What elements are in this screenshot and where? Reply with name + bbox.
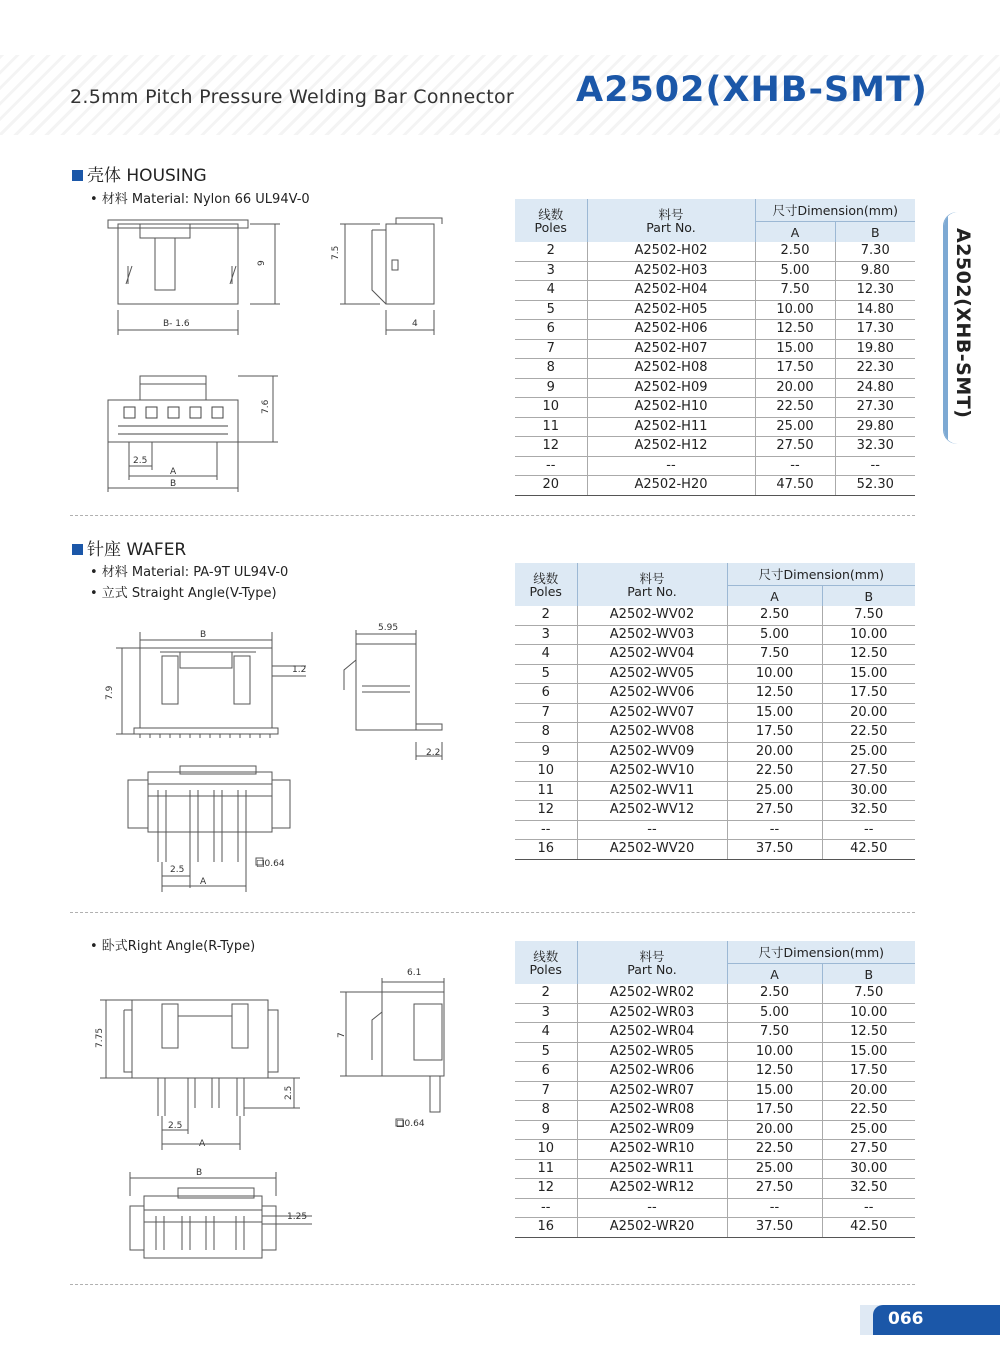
cell-dim-a: 10.00 [727,1042,822,1062]
cell-dim-b: 22.30 [835,359,915,379]
cell-part-no: A2502-WR11 [577,1159,727,1179]
cell-part-no: A2502-H02 [587,242,755,261]
section-marker-icon [72,544,83,555]
dim-0-64: □0.64 [396,1119,425,1129]
cell-dim-a: 12.50 [727,684,822,704]
dim-a: A [199,1139,206,1149]
col-header-part: 料号 Part No. [577,941,727,984]
cell-dim-a: 2.50 [727,984,822,1003]
dim-1-2: 1.2 [292,665,307,675]
cell-dim-b: 27.30 [835,398,915,418]
table-row [515,984,915,1003]
dim-7-5: 7.5 [331,245,341,260]
cell-dim-b: 27.50 [822,1140,915,1160]
right-angle-drawings [0,960,520,1290]
cell-part-no: A2502-WV08 [577,723,727,743]
table-row [515,703,915,723]
cell-dim-b: 30.00 [822,781,915,801]
cell-poles: 2 [515,984,577,1003]
table-row [515,664,915,684]
dim-b: B [170,479,177,489]
table-row [515,242,915,261]
col-header-b: B [835,222,915,243]
cell-part-no: A2502-WV02 [577,606,727,625]
wafer-vtype-table [515,563,915,860]
cell-part-no: A2502-WR06 [577,1062,727,1082]
cell-dim-a: 5.00 [727,625,822,645]
cell-poles: 3 [515,625,577,645]
cell-part-no: A2502-H06 [587,320,755,340]
cell-poles: 8 [515,723,577,743]
table-row [515,1042,915,1062]
cell-part-no: A2502-WR02 [577,984,727,1003]
cell-poles: 11 [515,417,587,437]
cell-dim-a: 12.50 [727,1062,822,1082]
cell-dim-b: 22.50 [822,1101,915,1121]
cell-part-no: A2502-WV05 [577,664,727,684]
cell-part-no: A2502-WV03 [577,625,727,645]
col-header-poles: 线数 Poles [515,563,577,606]
cell-poles: -- [515,820,577,840]
cell-poles: 10 [515,762,577,782]
table-row [515,320,915,340]
cell-dim-a: 15.00 [727,1081,822,1101]
wafer-rtype-table [515,941,915,1238]
cell-part-no: A2502-WV06 [577,684,727,704]
dim-b-minus-1-6: B- 1.6 [163,319,190,329]
cell-dim-b: 32.50 [822,1179,915,1199]
cell-dim-a: -- [755,456,835,476]
page-title: A2502(XHB-SMT) [576,70,928,110]
cell-poles: -- [515,456,587,476]
col-header-a: A [727,964,822,985]
col-header-dimension: 尺寸Dimension(mm) [727,941,915,964]
cell-poles: 12 [515,801,577,821]
dim-b: B [200,630,207,640]
table-row [515,1179,915,1199]
cell-part-no: A2502-WR12 [577,1179,727,1199]
table-row [515,398,915,418]
cell-dim-b: 12.30 [835,281,915,301]
cell-dim-b: 52.30 [835,476,915,496]
cell-poles: 5 [515,664,577,684]
housing-heading-text: 壳体 HOUSING [87,166,207,186]
cell-poles: 9 [515,742,577,762]
cell-dim-a: 27.50 [755,437,835,457]
cell-poles: 7 [515,339,587,359]
cell-poles: 12 [515,1179,577,1199]
cell-dim-a: 2.50 [755,242,835,261]
dim-a: A [170,467,177,477]
cell-dim-a: 7.50 [727,1023,822,1043]
dim-2-5: 2.5 [168,1121,183,1131]
dim-2-2: 2.2 [426,748,441,758]
table-row [515,781,915,801]
cell-dim-a: 15.00 [727,703,822,723]
housing-material: • 材料 Material: Nylon 66 UL94V-0 [90,192,310,207]
cell-poles: 4 [515,1023,577,1043]
dim-2-5: 2.5 [170,865,185,875]
table-row [515,1120,915,1140]
cell-part-no: -- [577,1198,727,1218]
cell-dim-a: 15.00 [755,339,835,359]
wafer-heading-text: 针座 WAFER [87,540,187,560]
cell-dim-b: 15.00 [822,1042,915,1062]
dim-1-25: 1.25 [287,1212,308,1222]
cell-dim-b: 15.00 [822,664,915,684]
table-row [515,606,915,625]
table-row [515,801,915,821]
cell-part-no: -- [587,456,755,476]
cell-poles: 4 [515,645,577,665]
table-row [515,645,915,665]
cell-dim-b: 12.50 [822,645,915,665]
cell-dim-a: 7.50 [727,645,822,665]
cell-poles: 16 [515,840,577,860]
cell-dim-a: 27.50 [727,801,822,821]
housing-front-view [118,224,238,304]
cell-dim-a: 2.50 [727,606,822,625]
cell-dim-a: 25.00 [755,417,835,437]
cell-dim-a: -- [727,820,822,840]
cell-part-no: A2502-H12 [587,437,755,457]
right-angle-label: • 卧式Right Angle(R-Type) [90,939,256,954]
col-header-poles: 线数 Poles [515,941,577,984]
housing-table [515,199,915,496]
housing-top-view [108,400,238,442]
wafer-heading [72,535,186,560]
cell-dim-b: -- [835,456,915,476]
wafer-side-view [356,644,416,730]
cell-dim-a: 7.50 [755,281,835,301]
cell-poles: 11 [515,1159,577,1179]
cell-dim-b: 29.80 [835,417,915,437]
cell-part-no: A2502-H05 [587,300,755,320]
wafer-front-view [140,648,272,728]
cell-poles: 6 [515,684,577,704]
cell-poles: 2 [515,242,587,261]
dim-2-5-vertical: 2.5 [284,1085,294,1100]
cell-dim-a: 20.00 [727,742,822,762]
cell-dim-a: 37.50 [727,840,822,860]
dim-a: A [200,877,207,887]
col-header-part: 料号 Part No. [577,563,727,606]
cell-part-no: A2502-WV07 [577,703,727,723]
table-row [515,281,915,301]
cell-part-no: A2502-H08 [587,359,755,379]
cell-dim-b: 42.50 [822,1218,915,1238]
cell-dim-a: 20.00 [727,1120,822,1140]
col-header-b: B [822,964,915,985]
cell-dim-b: 32.50 [822,801,915,821]
cell-poles: 12 [515,437,587,457]
cell-poles: 6 [515,320,587,340]
table-row [515,359,915,379]
table-row [515,1062,915,1082]
col-header-poles: 线数 Poles [515,199,587,242]
cell-part-no: A2502-WR08 [577,1101,727,1121]
cell-poles: 11 [515,781,577,801]
cell-part-no: A2502-WR04 [577,1023,727,1043]
table-row [515,1003,915,1023]
dim-7-6: 7.6 [261,399,271,414]
cell-part-no: A2502-WR05 [577,1042,727,1062]
cell-dim-a: 27.50 [727,1179,822,1199]
table-row [515,1218,915,1238]
cell-dim-a: 25.00 [727,1159,822,1179]
cell-dim-b: 20.00 [822,703,915,723]
cell-dim-a: 22.50 [727,762,822,782]
cell-part-no: A2502-H03 [587,261,755,281]
cell-dim-b: 30.00 [822,1159,915,1179]
cell-poles: 7 [515,703,577,723]
cell-part-no: A2502-WV20 [577,840,727,860]
cell-dim-a: 47.50 [755,476,835,496]
table-row [515,742,915,762]
cell-dim-a: 22.50 [755,398,835,418]
cell-dim-b: 27.50 [822,762,915,782]
col-header-dimension: 尺寸Dimension(mm) [755,199,915,222]
cell-dim-b: 24.80 [835,378,915,398]
table-row [515,1198,915,1218]
cell-dim-a: 12.50 [755,320,835,340]
side-tab-label: A2502(XHB-SMT) [952,228,974,419]
cell-poles: 3 [515,261,587,281]
dim-9: 9 [257,260,267,266]
cell-poles: 8 [515,359,587,379]
section-divider [70,1284,915,1285]
table-row [515,300,915,320]
table-row [515,723,915,743]
cell-part-no: A2502-H04 [587,281,755,301]
col-header-a: A [727,586,822,607]
col-header-b: B [822,586,915,607]
dim-0-64: □0.64 [256,859,285,869]
cell-dim-b: 7.50 [822,984,915,1003]
table-row [515,684,915,704]
table-row [515,625,915,645]
table-row [515,261,915,281]
table-row [515,339,915,359]
page-number: 066 [888,1309,924,1329]
cell-dim-b: 17.50 [822,684,915,704]
dim-5-95: 5.95 [378,623,399,633]
table-row [515,762,915,782]
col-header-dimension: 尺寸Dimension(mm) [727,563,915,586]
table-row [515,378,915,398]
cell-poles: 16 [515,1218,577,1238]
table-row [515,476,915,496]
dim-b: B [196,1168,203,1178]
cell-poles: 7 [515,1081,577,1101]
wafer-bottom-view [148,772,272,832]
table-row [515,417,915,437]
cell-part-no: A2502-WV04 [577,645,727,665]
table-row [515,1101,915,1121]
cell-part-no: A2502-H20 [587,476,755,496]
cell-poles: 9 [515,1120,577,1140]
cell-dim-b: 25.00 [822,1120,915,1140]
page-subtitle: 2.5mm Pitch Pressure Welding Bar Connector [70,86,514,108]
cell-part-no: A2502-WR07 [577,1081,727,1101]
cell-poles: 9 [515,378,587,398]
cell-part-no: A2502-H10 [587,398,755,418]
dim-6-1: 6.1 [407,968,422,978]
cell-dim-b: 12.50 [822,1023,915,1043]
cell-dim-b: 7.30 [835,242,915,261]
table-row [515,840,915,860]
cell-dim-b: 10.00 [822,1003,915,1023]
cell-dim-b: 20.00 [822,1081,915,1101]
cell-poles: 5 [515,1042,577,1062]
table-row [515,456,915,476]
cell-dim-a: 5.00 [755,261,835,281]
cell-part-no: A2502-WR03 [577,1003,727,1023]
cell-part-no: A2502-WV09 [577,742,727,762]
table-row [515,1159,915,1179]
table-row [515,1023,915,1043]
cell-dim-a: 37.50 [727,1218,822,1238]
cell-part-no: A2502-WR09 [577,1120,727,1140]
cell-poles: 2 [515,606,577,625]
cell-part-no: A2502-WV12 [577,801,727,821]
section-divider [70,912,915,913]
cell-poles: 4 [515,281,587,301]
cell-dim-b: -- [822,820,915,840]
cell-dim-a: 10.00 [755,300,835,320]
table-row [515,1140,915,1160]
dim-2-5: 2.5 [133,456,148,466]
cell-poles: -- [515,1198,577,1218]
cell-poles: 8 [515,1101,577,1121]
col-header-part: 料号 Part No. [587,199,755,242]
cell-dim-b: 14.80 [835,300,915,320]
cell-part-no: A2502-WR10 [577,1140,727,1160]
cell-part-no: A2502-H11 [587,417,755,437]
table-row [515,1081,915,1101]
cell-part-no: A2502-WV11 [577,781,727,801]
wafer-material: • 材料 Material: PA-9T UL94V-0 [90,565,289,580]
cell-dim-b: 42.50 [822,840,915,860]
right-angle-side-view [382,992,444,1076]
cell-poles: 5 [515,300,587,320]
col-header-a: A [755,222,835,243]
cell-part-no: -- [577,820,727,840]
cell-poles: 3 [515,1003,577,1023]
cell-dim-b: 17.30 [835,320,915,340]
section-divider [70,515,915,516]
dim-7: 7 [337,1032,347,1038]
cell-dim-b: 10.00 [822,625,915,645]
cell-poles: 6 [515,1062,577,1082]
cell-dim-a: 22.50 [727,1140,822,1160]
dim-7-75: 7.75 [95,1027,105,1048]
cell-dim-a: 5.00 [727,1003,822,1023]
cell-dim-a: -- [727,1198,822,1218]
cell-part-no: A2502-WV10 [577,762,727,782]
dim-4: 4 [412,319,418,329]
cell-dim-a: 17.50 [727,723,822,743]
cell-poles: 10 [515,398,587,418]
cell-part-no: A2502-H09 [587,378,755,398]
cell-dim-a: 20.00 [755,378,835,398]
wafer-straight-angle: • 立式 Straight Angle(V-Type) [90,586,277,601]
cell-dim-b: -- [822,1198,915,1218]
cell-dim-b: 32.30 [835,437,915,457]
dim-7-9: 7.9 [105,685,115,700]
table-row [515,820,915,840]
table-row [515,437,915,457]
cell-part-no: A2502-WR20 [577,1218,727,1238]
cell-dim-a: 17.50 [755,359,835,379]
cell-poles: 10 [515,1140,577,1160]
cell-dim-b: 7.50 [822,606,915,625]
cell-dim-b: 9.80 [835,261,915,281]
cell-part-no: A2502-H07 [587,339,755,359]
wafer-drawings [0,600,520,900]
housing-side-view [386,224,434,304]
cell-dim-a: 17.50 [727,1101,822,1121]
cell-dim-b: 25.00 [822,742,915,762]
cell-dim-b: 19.80 [835,339,915,359]
cell-dim-b: 22.50 [822,723,915,743]
cell-dim-a: 25.00 [727,781,822,801]
cell-dim-b: 17.50 [822,1062,915,1082]
cell-poles: 20 [515,476,587,496]
cell-dim-a: 10.00 [727,664,822,684]
